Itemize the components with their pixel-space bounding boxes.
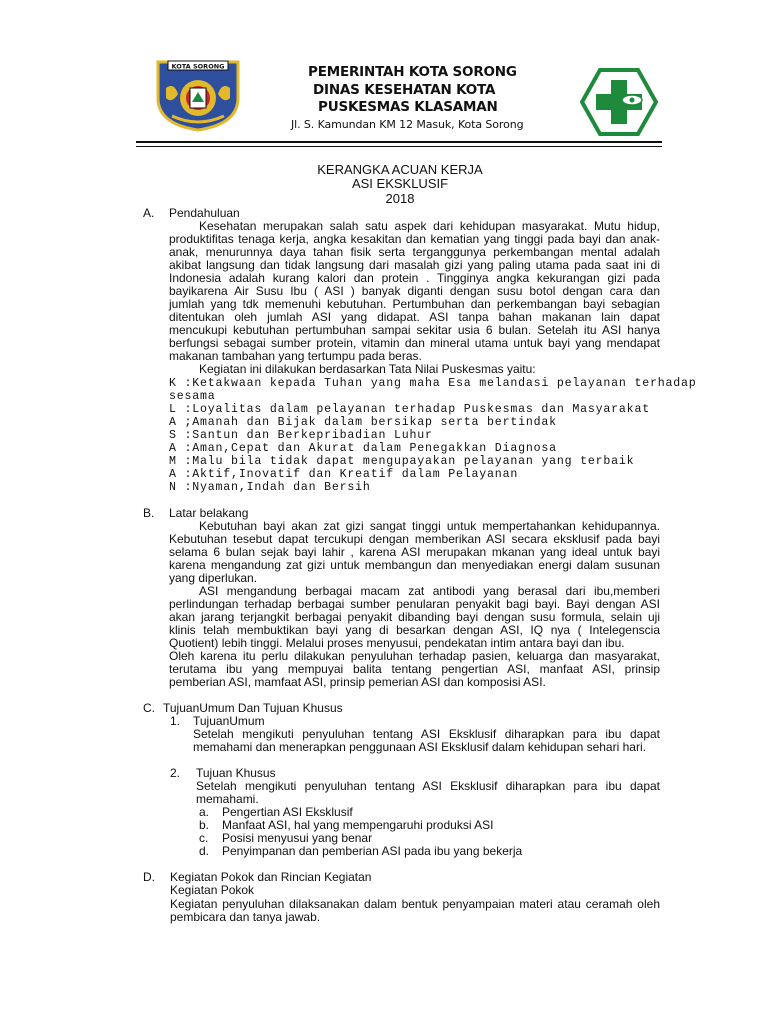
letterhead-address: Jl. S. Kamundan KM 12 Masuk, Kota Sorong [291, 118, 524, 131]
section-b-heading: Latar belakang [169, 506, 249, 520]
tujuan-khusus-line: Setelah mengikuti penyuluhan tentang ASI Eksklusif diharapkan para ibu dapat [196, 779, 660, 793]
tata-nilai-item: K :Ketakwaan kepada Tuhan yang maha Esa melandasi pelayanan terhadap [169, 377, 697, 390]
section-b-line: Quotient) lebih tinggi. Melalui proses menyusui, pendekatan intim antara bayi dan ibu. [169, 636, 625, 650]
doc-title-year: 2018 [385, 191, 415, 206]
section-d-subheading: Kegiatan Pokok [170, 883, 255, 897]
section-b-line: akan jarang terjangkit berbagai penyakit dibanding bayi dengan susu formula, selain uji [169, 610, 660, 624]
section-b-line: ASI mengandung berbagai macam zat antibodi yang berasal dari ibu,memberi [199, 584, 660, 598]
sub-item-letter: c. [199, 831, 209, 845]
section-a-para1-line: mencukupi kebutuhan pertumbuhan sampai sekitar usia 6 bulan. Setelah itu ASI hanya [169, 323, 660, 337]
letterhead-rule-thick [136, 141, 662, 143]
section-b-line: terutama ibu yang mempuyai balita tentang pengertian ASI, manfaat ASI, prinsip [169, 662, 660, 676]
section-b-letter: B. [143, 506, 155, 520]
sub-item-letter: b. [199, 818, 210, 832]
section-a-para1-line: Kesehatan merupakan salah satu aspek dari kehidupan masyarakat. Mutu hidup, [199, 219, 660, 233]
section-d-heading: Kegiatan Pokok dan Rincian Kegiatan [170, 870, 372, 884]
tata-nilai-item: A :Aktif,Inovatif dan Kreatif dalam Pelayanan [169, 468, 519, 481]
kota-sorong-emblem-icon [152, 58, 244, 132]
section-b-line: klinis telah membuktikan bayi yang di besarkan dengan ASI, IQ nya ( Intelegenscia [169, 623, 660, 637]
tujuan-khusus-line: memahami. [196, 792, 259, 806]
section-b-line: Kebutuhan tesebut dapat tercukupi dengan memberikan ASI secara eksklusif pada bayi [169, 532, 660, 546]
section-d-line: Kegiatan penyuluhan dilaksanakan dalam bentuk penyampaian materi atau ceramah oleh [170, 897, 660, 911]
section-d-letter: D. [143, 870, 155, 884]
section-a-para1-line: makanan tambahan yang tertumpu pada beras. [169, 349, 422, 363]
section-a-para1-line: jumlah yang tdk memenuhi kebutuhan. Pertumbuhan dan perkembangan bayi sebagian [169, 297, 660, 311]
tata-nilai-item: L :Loyalitas dalam pelayanan terhadap Puskesmas dan Masyarakat [169, 403, 650, 416]
letterhead-line-2: DINAS KESEHATAN KOTA [313, 82, 496, 98]
section-a-heading: Pendahuluan [169, 206, 240, 220]
tata-nilai-item: A ;Amanah dan Bijak dalam bersikap serta bertindak [169, 416, 557, 429]
emblem-banner-text: KOTA SORONG [171, 62, 225, 71]
tujuan-umum-line: Setelah mengikuti penyuluhan tentang ASI Eksklusif diharapkan para ibu dapat [193, 727, 660, 741]
section-c-letter: C. [143, 701, 155, 715]
tata-nilai-item: A :Aman,Cepat dan Akurat dalam Penegakkan Diagnosa [169, 442, 557, 455]
section-c-heading: TujuanUmum Dan Tujuan Khusus [163, 701, 343, 715]
tata-nilai-item: sesama [169, 390, 216, 403]
sub-item-text: Manfaat ASI, hal yang mempengaruhi produksi ASI [222, 818, 494, 832]
puskesmas-logo-icon [580, 68, 658, 136]
sub-item-letter: a. [199, 805, 210, 819]
tata-nilai-item: N :Nyaman,Indah dan Bersih [169, 481, 371, 494]
sub-item-text: Penyimpanan dan pemberian ASI pada ibu yang bekerja [222, 844, 523, 858]
section-a-para1-line: bayikarena Air Susu Ibu ( ASI ) banyak diganti dengan susu botol dengan cara dan [169, 284, 660, 298]
section-a-para1-line: anak, menurunnya daya tahan fisik serta terganggunya perkembangan mental adalah [169, 245, 660, 259]
section-b-line: karena mengandung zat gizi untuk membangun dan menyediakan energi dalam susunan [169, 558, 660, 572]
letterhead-line-1: PEMERINTAH KOTA SORONG [308, 64, 517, 80]
letterhead-line-3: PUSKESMAS KLASAMAN [318, 99, 498, 115]
tujuan-khusus-number: 2. [170, 766, 181, 780]
doc-title-line-2: ASI EKSKLUSIF [351, 176, 449, 191]
tujuan-umum-line: memahami dan menerapkan penggunaan ASI Eksklusif dalam kehidupan sehari hari. [193, 740, 646, 754]
section-b-line: selama 6 bulan sejak bayi lahir , karena ASI merupakan mkanan yang ideal untuk bayi [169, 545, 660, 559]
section-a-para1-line: produktifitas tenaga kerja, angka kesakitan dan kematian yang tinggi pada bayi dan anak- [169, 232, 660, 246]
section-b-line: perlindungan terhadap berbagai sumber penularan penyakit bagi bayi. Bayi dengan ASI [169, 597, 660, 611]
sub-item-text: Pengertian ASI Eksklusif [222, 805, 353, 819]
section-a-para2: Kegiatan ini dilakukan berdasarkan Tata Nilai Puskesmas yaitu: [199, 362, 536, 376]
section-a-letter: A. [143, 206, 155, 220]
section-d-line: pembicara dan tanya jawab. [170, 910, 321, 924]
section-a-para1-line: ditentukan oleh jumlah ASI yang didapat. ASI tanpa bahan makanan lain dapat [169, 310, 660, 324]
section-a-para1-line: Indonesia adalah kurang kalori dan protein . Tingginya angka kekurangan gizi pada [169, 271, 660, 285]
sub-item-text: Posisi menyusui yang benar [222, 831, 373, 845]
section-b-line: pemberian ASI, mamfaat ASI, prinsip pemerian ASI dan komposisi ASI. [169, 675, 546, 689]
doc-title-line-1: KERANGKA ACUAN KERJA [317, 162, 483, 177]
section-a-para1-line: berfungsi sebagai sumber protein, vitamin dan mineral utama untuk bayi yang mendapat [169, 336, 660, 350]
sub-item-letter: d. [199, 844, 210, 858]
tata-nilai-item: S :Santun dan Berkepribadian Luhur [169, 429, 433, 442]
tujuan-umum-heading: TujuanUmum [193, 714, 265, 728]
section-b-line: Kebutuhan bayi akan zat gizi sangat tinggi untuk mempertahankan kehidupannya. [199, 519, 660, 533]
section-b-line: yang diperlukan. [169, 571, 258, 585]
tujuan-umum-number: 1. [170, 714, 181, 728]
section-b-line: Oleh karena itu perlu dilakukan penyuluhan terhadap pasien, keluarga dan masyarakat, [169, 649, 660, 663]
letterhead-rule-thin [136, 146, 662, 147]
section-a-para1-line: akibat langsung dan tidak langsung dari masalah gizi yang paling utama pada saat ini di [169, 258, 660, 272]
tujuan-khusus-heading: Tujuan Khusus [196, 766, 276, 780]
tata-nilai-item: M :Malu bila tidak dapat mengupayakan pelayanan yang terbaik [169, 455, 635, 468]
